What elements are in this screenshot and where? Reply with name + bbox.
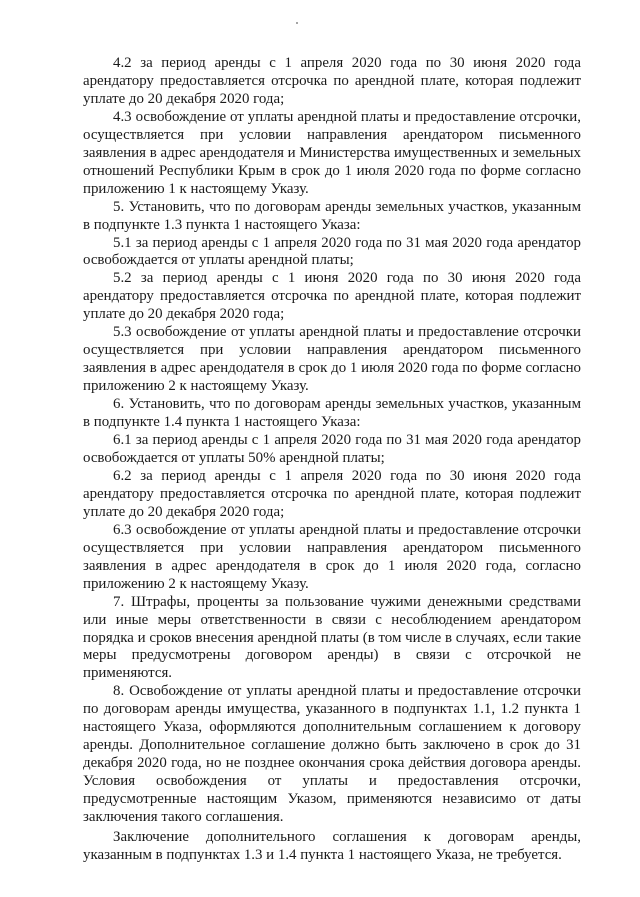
paragraph-6-3: 6.3 освобождение от уплаты арендной платы и предоставление отсрочки осуществляется при условии направления арендатором письменного заявления в адрес арендодателя в срок до 1 июля 2020 года, согласно приложению 2 к настоящему Указу. [83, 521, 581, 592]
paragraph-5-3: 5.3 освобождение от уплаты арендной платы и предоставление отсрочки осуществляется при условии направления арендатором письменного заявления в адрес арендодателя в срок до 1 июля 2020 года по форме согласно приложению 2 к настоящему Указу. [83, 324, 581, 395]
paragraph-final: Заключение дополнительного соглашения к договорам аренды, указанным в подпунктах 1.3 и 1.4 пункта 1 настоящего Указа, не требуется. [83, 828, 581, 863]
paragraph-5-2: 5.2 за период аренды с 1 июня 2020 года по 30 июня 2020 года арендатору предоставляется отсрочка по арендной плате, которая подлежит уплате до 20 декабря 2020 года; [83, 270, 581, 323]
scan-speck [296, 22, 298, 24]
paragraph-7: 7. Штрафы, проценты за пользование чужими денежными средствами или иные меры ответственности в связи с несоблюдением арендатором порядка и сроков внесения арендной платы (в том числе в случаях, если такие меры предусмотрены договором аренды) в связи с отсрочкой не применяются. [83, 593, 581, 682]
paragraph-6-2: 6.2 за период аренды с 1 апреля 2020 года по 30 июня 2020 года арендатору предоставляется отсрочка по арендной плате, которая подлежит уплате до 20 декабря 2020 года; [83, 467, 581, 520]
paragraph-4-3: 4.3 освобождение от уплаты арендной платы и предоставление отсрочки, осуществляется при условии направления арендатором письменного заявления в адрес арендодателя и Министерства имущественных и земельных отношений Республики Крым в срок до 1 июля 2020 года по форме согласно приложению 1 к настоящему Указу. [83, 108, 581, 197]
paragraph-6: 6. Установить, что по договорам аренды земельных участков, указанным в подпункте 1.4 пункта 1 настоящего Указа: [83, 396, 581, 431]
paragraph-4-2: 4.2 за период аренды с 1 апреля 2020 года по 30 июня 2020 года арендатору предоставляется отсрочка по арендной плате, которая подлежит уплате до 20 декабря 2020 года; [83, 55, 581, 107]
paragraph-5: 5. Установить, что по договорам аренды земельных участков, указанным в подпункте 1.3 пункта 1 настоящего Указа: [83, 198, 581, 233]
paragraph-5-1: 5.1 за период аренды с 1 апреля 2020 года по 31 мая 2020 года арендатор освобождается от уплаты арендной платы; [83, 234, 581, 269]
paragraph-6-1: 6.1 за период аренды с 1 апреля 2020 года по 31 мая 2020 года арендатор освобождается от уплаты 50% арендной платы; [83, 432, 581, 466]
paragraph-8: 8. Освобождение от уплаты арендной платы и предоставление отсрочки по договорам аренды имущества, указанного в подпунктах 1.1, 1.2 пункта 1 настоящего Указа, оформляются дополнительным соглашением к договору аренды. Дополнительное соглашение должно быть заключено в срок до 31 декабря 2020 года, но не позднее окончания срока действия договора аренды. Условия освобождения от уплаты и предоставления отсрочки, предусмотренные настоящим Указом, применяются независимо от даты заключения такого соглашения. [83, 683, 581, 826]
